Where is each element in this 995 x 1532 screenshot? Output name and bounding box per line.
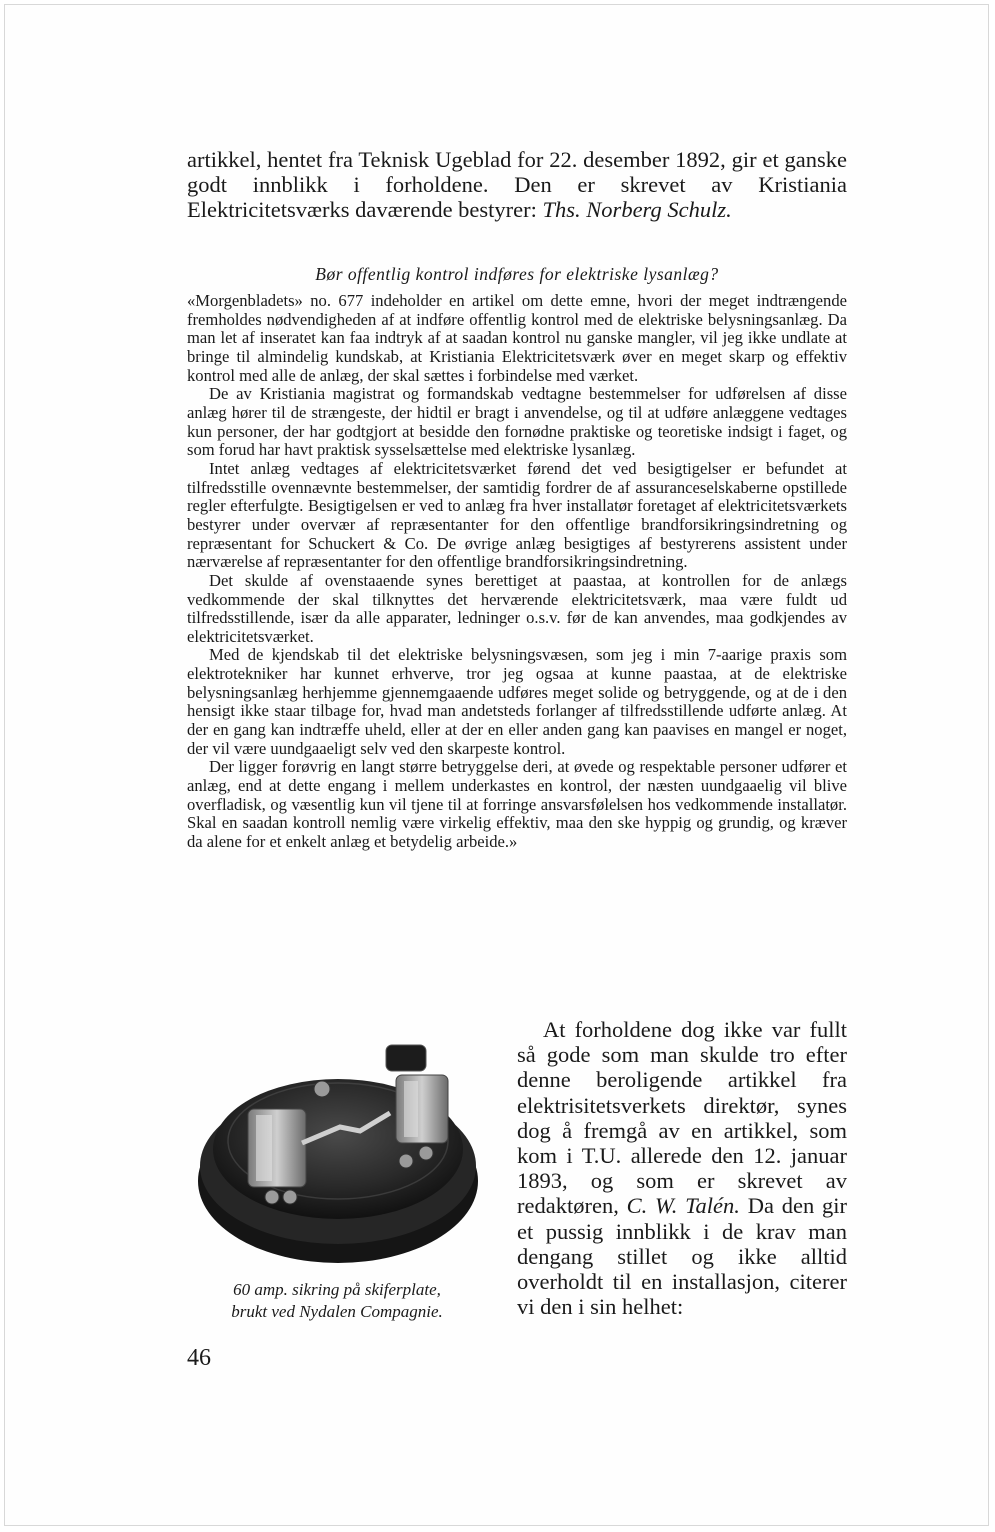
intro-author: Ths. Norberg Schulz. bbox=[542, 197, 732, 222]
right-clip bbox=[396, 1075, 448, 1143]
article-paragraph: De av Kristiania magistrat og formandskab vedtagne bestemmelser for udførelsen af disse anlæg hører til de strængeste, der hidtil er bragt i anvendelse, og til at udføre anlæggene vedtages kun personer, der har godtgjort at besidde den fornødne praktiske og teoretiske indsigt i faget, og som forud har havt praktisk sysselsættelse med elektriske lysanlæg. bbox=[187, 384, 847, 460]
screw bbox=[314, 1081, 330, 1097]
article-paragraph: Der ligger forøvrig en langt større betryggelse deri, at øvede og respektable personer udfører et anlæg, end at dette engang i mellem underkastes en kontrol, der næsten uundgaaelig vil blive overfladisk, og væsentlig kun vil tjene til at forringe ansvarsfølelsen hos vedkommende installatør. Skal en saadan kontroll nemlig være virkelig effektiv, maa den ske hyppig og grundig, og kræver da alene for et enkelt anlæg et betydelig arbeide.» bbox=[187, 757, 847, 852]
article-paragraph: «Morgenbladets» no. 677 indeholder en artikel om dette emne, hvori der meget indtrængende fremholdes nødvendigheden af at indføre offentlig kontrol med de elektriske belysningsanlæg. Da man let af inseratet kan faa indtryk af at saadan kontrol nu ganske mangler, vil jeg ikke undlate at bringe til almindelig kundskab, at Kristiania Elektricitetsværk øver en meget skarp og effektiv kontrol med alle de anlæg, der skal sættes i forbindelse med værket. bbox=[187, 291, 847, 385]
screw bbox=[265, 1190, 279, 1204]
terminal-post bbox=[386, 1045, 426, 1071]
intro-text: artikkel, hentet fra Teknisk Ugeblad for 22. desember 1892, gir et ganske godt innblikk i forholdene. Den er skrevet av Kristiania Elektricitetsværks daværende bestyrer: bbox=[187, 147, 847, 222]
caption-line: brukt ved Nydalen Compagnie. bbox=[231, 1302, 443, 1321]
screw bbox=[283, 1190, 297, 1204]
document-page bbox=[4, 4, 989, 1526]
screw bbox=[399, 1154, 413, 1168]
article-title: Bør offentlig kontrol indføres for elektriske lysanlæg? bbox=[315, 264, 719, 284]
caption-line: 60 amp. sikring på skiferplate, bbox=[233, 1280, 441, 1299]
screw bbox=[419, 1146, 433, 1160]
right-column-author: C. W. Talén. bbox=[626, 1193, 740, 1219]
article-paragraph: Intet anlæg vedtages af elektricitetsværket førend det ved besigtigelser er befundet at tilfredsstille ovennævnte bestemmelser, der samtidig fordrer de af assuranceselskaberne opstillede regler efterfulgte. Besigtigelsen er ved to anlæg fra hver installatør foretaget af elektricitetsværkets bestyrer under overvær af repræsentanter for den offentlige brandforsikringsindretning og repræsentant for Schuckert & Co. De øvrige anlæg besigtiges af bestyrerens assistent under nærværelse af repræsentanter for den offentlige brandforsikringsindretning. bbox=[187, 458, 847, 572]
intro-paragraph bbox=[187, 147, 847, 222]
right-column-text: Da den gir et pussig innblikk i de krav man dengang stillet og ikke alltid overholdt til en installasjon, citerer vi den i sin helhet: bbox=[517, 1193, 848, 1320]
article-paragraph: Det skulde af ovenstaaende synes berettiget at paastaa, at kontrollen for de anlægs vedkommende der skal tilknyttes det herværende elektricitetsværk, maa være fuldt ud tilfredsstillende, især da alle apparater, ledninger o.s.v. før de kan anvendes, maa godkjendes av elektricitetsværket. bbox=[187, 570, 847, 646]
article-paragraph: Med de kjendskab til det elektriske belysningsvæsen, som jeg i min 7-aarige praxis som elektrotekniker har kunnet erhverve, tror jeg ogsaa at kunne paastaa, at de elektriske belysningsanlæg herhjemme gjennemgaaende udføres meget solide og betryggende, og at de i den hensigt ikke staar tilbage for, hvad man andetsteds forlanger af tilfredsstillende udførte anlæg. At der en gang kan indtræffe uheld, eller at der en eller anden gang kan paavises en mangel er noget, der vil være uundgaaeligt selv ved den skarpeste kontrol. bbox=[187, 645, 847, 758]
photo-caption bbox=[187, 1279, 487, 1323]
right-column-paragraph bbox=[517, 1017, 847, 1319]
page-number: 46 bbox=[187, 1345, 211, 1371]
quoted-article bbox=[187, 292, 847, 852]
fuse-photo bbox=[190, 1031, 485, 1276]
right-column-text: At forholdene dog ikke var fullt så gode som man skulde tro efter denne beroligende artikkel fra elektrisitetsverkets direktør, synes dog å fremgå av en artikkel, som kom i T.U. allerede den 12. januar 1893, og som er skrevet av redaktøren, bbox=[517, 1017, 847, 1219]
